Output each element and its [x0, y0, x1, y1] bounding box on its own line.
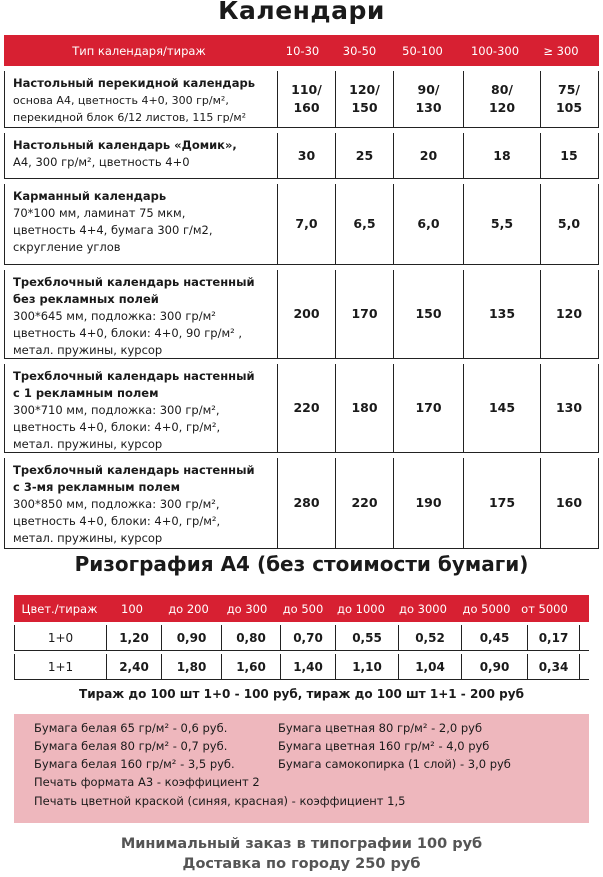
- table-row: [4, 184, 599, 265]
- riso-price: 1,40: [281, 654, 336, 679]
- header-qty: 100-300: [470, 43, 520, 58]
- paper-line: Бумага белая 160 гр/м² - 3,5 руб.: [34, 757, 235, 771]
- header-type-label: Тип календаря/тираж: [72, 43, 206, 58]
- riso-header-cell: до 200: [168, 601, 209, 616]
- price-cell: 220: [336, 458, 394, 548]
- price-cell: 135: [464, 270, 541, 358]
- riso-price: 1,80: [162, 654, 222, 679]
- product-title: Настольный перекидной календарь: [13, 76, 255, 90]
- riso-header-cell: Цвет./тираж: [21, 601, 98, 616]
- paper-line: Бумага белая 65 гр/м² - 0,6 руб.: [34, 721, 228, 735]
- riso-price: 0,70: [281, 625, 336, 650]
- riso-price: 0,80: [222, 625, 281, 650]
- header-qty: 30-50: [342, 43, 377, 58]
- product-cell: [5, 270, 278, 358]
- table-row: [14, 625, 589, 651]
- riso-price: 0,55: [336, 625, 399, 650]
- price-cell: 75/ 105: [555, 82, 583, 115]
- price-cell: 20: [394, 133, 464, 178]
- paper-line: Бумага цветная 160 гр/м² - 4,0 руб: [278, 739, 490, 753]
- riso-title: Ризография А4 (без стоимости бумаги): [74, 552, 529, 576]
- riso-price: 2,40: [107, 654, 162, 679]
- footer: [0, 834, 603, 874]
- riso-price: 1,60: [222, 654, 281, 679]
- table-row: [4, 458, 599, 549]
- product-desc: 70*100 мм, ламинат 75 мкм, цветность 4+4, бумага 300 г/м2, скругление углов: [13, 206, 213, 254]
- price-cell: 170: [394, 364, 464, 452]
- calendars-table-header: [4, 35, 599, 66]
- price-cell: 150: [394, 270, 464, 358]
- price-cell: 120: [555, 306, 583, 321]
- riso-header-cell: до 300: [226, 601, 268, 616]
- paper-line: Бумага белая 80 гр/м² - 0,7 руб.: [34, 739, 228, 753]
- header-qty: 10-30: [285, 43, 320, 58]
- price-cell: 80/ 120: [464, 71, 541, 127]
- price-cell: 25: [336, 133, 394, 178]
- product-cell: [5, 364, 278, 452]
- paper-prices-box: [14, 714, 589, 823]
- price-cell: 120/ 150: [336, 71, 394, 127]
- riso-color-label: 1+1: [15, 654, 107, 679]
- price-cell: 145: [464, 364, 541, 452]
- paper-line: Печать цветной краской (синяя, красная) - коэффициент 1,5: [34, 794, 406, 808]
- price-cell: 190: [394, 458, 464, 548]
- price-cell: 5,5: [464, 184, 541, 264]
- product-desc: 300*710 мм, подложка: 300 гр/м², цветность 4+0, блоки: 4+0, гр/м², метал. пружины, курсор: [13, 403, 221, 451]
- riso-price: 0,45: [462, 625, 528, 650]
- price-cell: 6,0: [394, 184, 464, 264]
- product-title: Трехблочный календарь настенный с 1 рекламным полем: [13, 369, 255, 400]
- paper-line: Бумага самокопирка (1 слой) - 3,0 руб: [278, 757, 511, 771]
- riso-price: 0,90: [462, 654, 528, 679]
- product-title: Трехблочный календарь настенный с 3-мя рекламным полем: [13, 463, 255, 494]
- riso-color-label: 1+0: [15, 625, 107, 650]
- product-desc: основа А4, цветность 4+0, 300 гр/м², перекидной блок 6/12 листов, 115 гр/м²: [13, 94, 247, 124]
- riso-price: 0,17: [528, 625, 580, 650]
- min-order-text: Минимальный заказ в типографии 100 руб: [120, 836, 483, 852]
- riso-price: 0,34: [528, 654, 580, 679]
- price-cell: 6,5: [336, 184, 394, 264]
- paper-line: Бумага цветная 80 гр/м² - 2,0 руб: [278, 721, 483, 735]
- paper-line: Печать формата А3 - коэффициент 2: [34, 775, 260, 789]
- header-qty: ≥ 300: [543, 43, 579, 58]
- price-cell: 5,0: [557, 216, 581, 231]
- riso-table-header: [14, 595, 589, 622]
- price-cell: 7,0: [278, 184, 336, 264]
- riso-price: 1,10: [336, 654, 399, 679]
- riso-header-cell: до 1000: [337, 601, 385, 616]
- price-cell: 18: [464, 133, 541, 178]
- price-cell: 90/ 130: [394, 71, 464, 127]
- product-title: Карманный календарь: [13, 189, 167, 203]
- price-cell: 220: [278, 364, 336, 452]
- riso-header-cell: до 3000: [399, 601, 447, 616]
- product-title: Настольный календарь «Домик»,: [13, 138, 237, 152]
- riso-note: Тираж до 100 шт 1+0 - 100 руб, тираж до 100 шт 1+1 - 200 руб: [79, 687, 524, 701]
- price-cell: 180: [336, 364, 394, 452]
- price-cell: 175: [464, 458, 541, 548]
- price-cell: 200: [278, 270, 336, 358]
- riso-price: 0,52: [399, 625, 462, 650]
- riso-header-cell: от 5000: [521, 601, 568, 616]
- table-row: [4, 133, 599, 179]
- price-cell: 170: [336, 270, 394, 358]
- price-cell: 110/ 160: [278, 71, 336, 127]
- price-cell: 130: [555, 400, 583, 415]
- riso-table: [14, 595, 589, 680]
- riso-header-cell: до 5000: [462, 601, 511, 616]
- table-row: [4, 71, 599, 128]
- table-row: [14, 654, 589, 680]
- product-cell: [5, 184, 278, 264]
- riso-price: 1,20: [107, 625, 162, 650]
- header-qty: 50-100: [402, 43, 443, 58]
- calendars-table: [4, 35, 599, 549]
- price-cell: 15: [560, 147, 578, 163]
- delivery-text: Доставка по городу 250 руб: [182, 856, 421, 872]
- riso-price: 1,04: [399, 654, 462, 679]
- table-row: [4, 364, 599, 453]
- price-cell: 30: [278, 133, 336, 178]
- riso-header-cell: до 500: [282, 601, 324, 616]
- product-desc: 300*850 мм, подложка: 300 гр/м², цветность 4+0, блоки: 4+0, гр/м², метал. пружины, курсор: [13, 497, 221, 545]
- product-cell: [5, 458, 278, 548]
- riso-header-cell: 100: [121, 601, 143, 616]
- product-desc: 300*645 мм, подложка: 300 гр/м² цветность 4+0, блоки: 4+0, 90 гр/м² , метал. пружины, курсор: [13, 309, 243, 357]
- product-desc: А4, 300 гр/м², цветность 4+0: [13, 155, 190, 169]
- page-title: Календари: [218, 0, 385, 25]
- table-row: [4, 270, 599, 359]
- price-cell: 280: [278, 458, 336, 548]
- product-title: Трехблочный календарь настенный без рекламных полей: [13, 275, 255, 306]
- product-cell: [5, 133, 278, 178]
- product-cell: [5, 71, 278, 127]
- price-cell: 160: [555, 495, 583, 510]
- riso-price: 0,90: [162, 625, 222, 650]
